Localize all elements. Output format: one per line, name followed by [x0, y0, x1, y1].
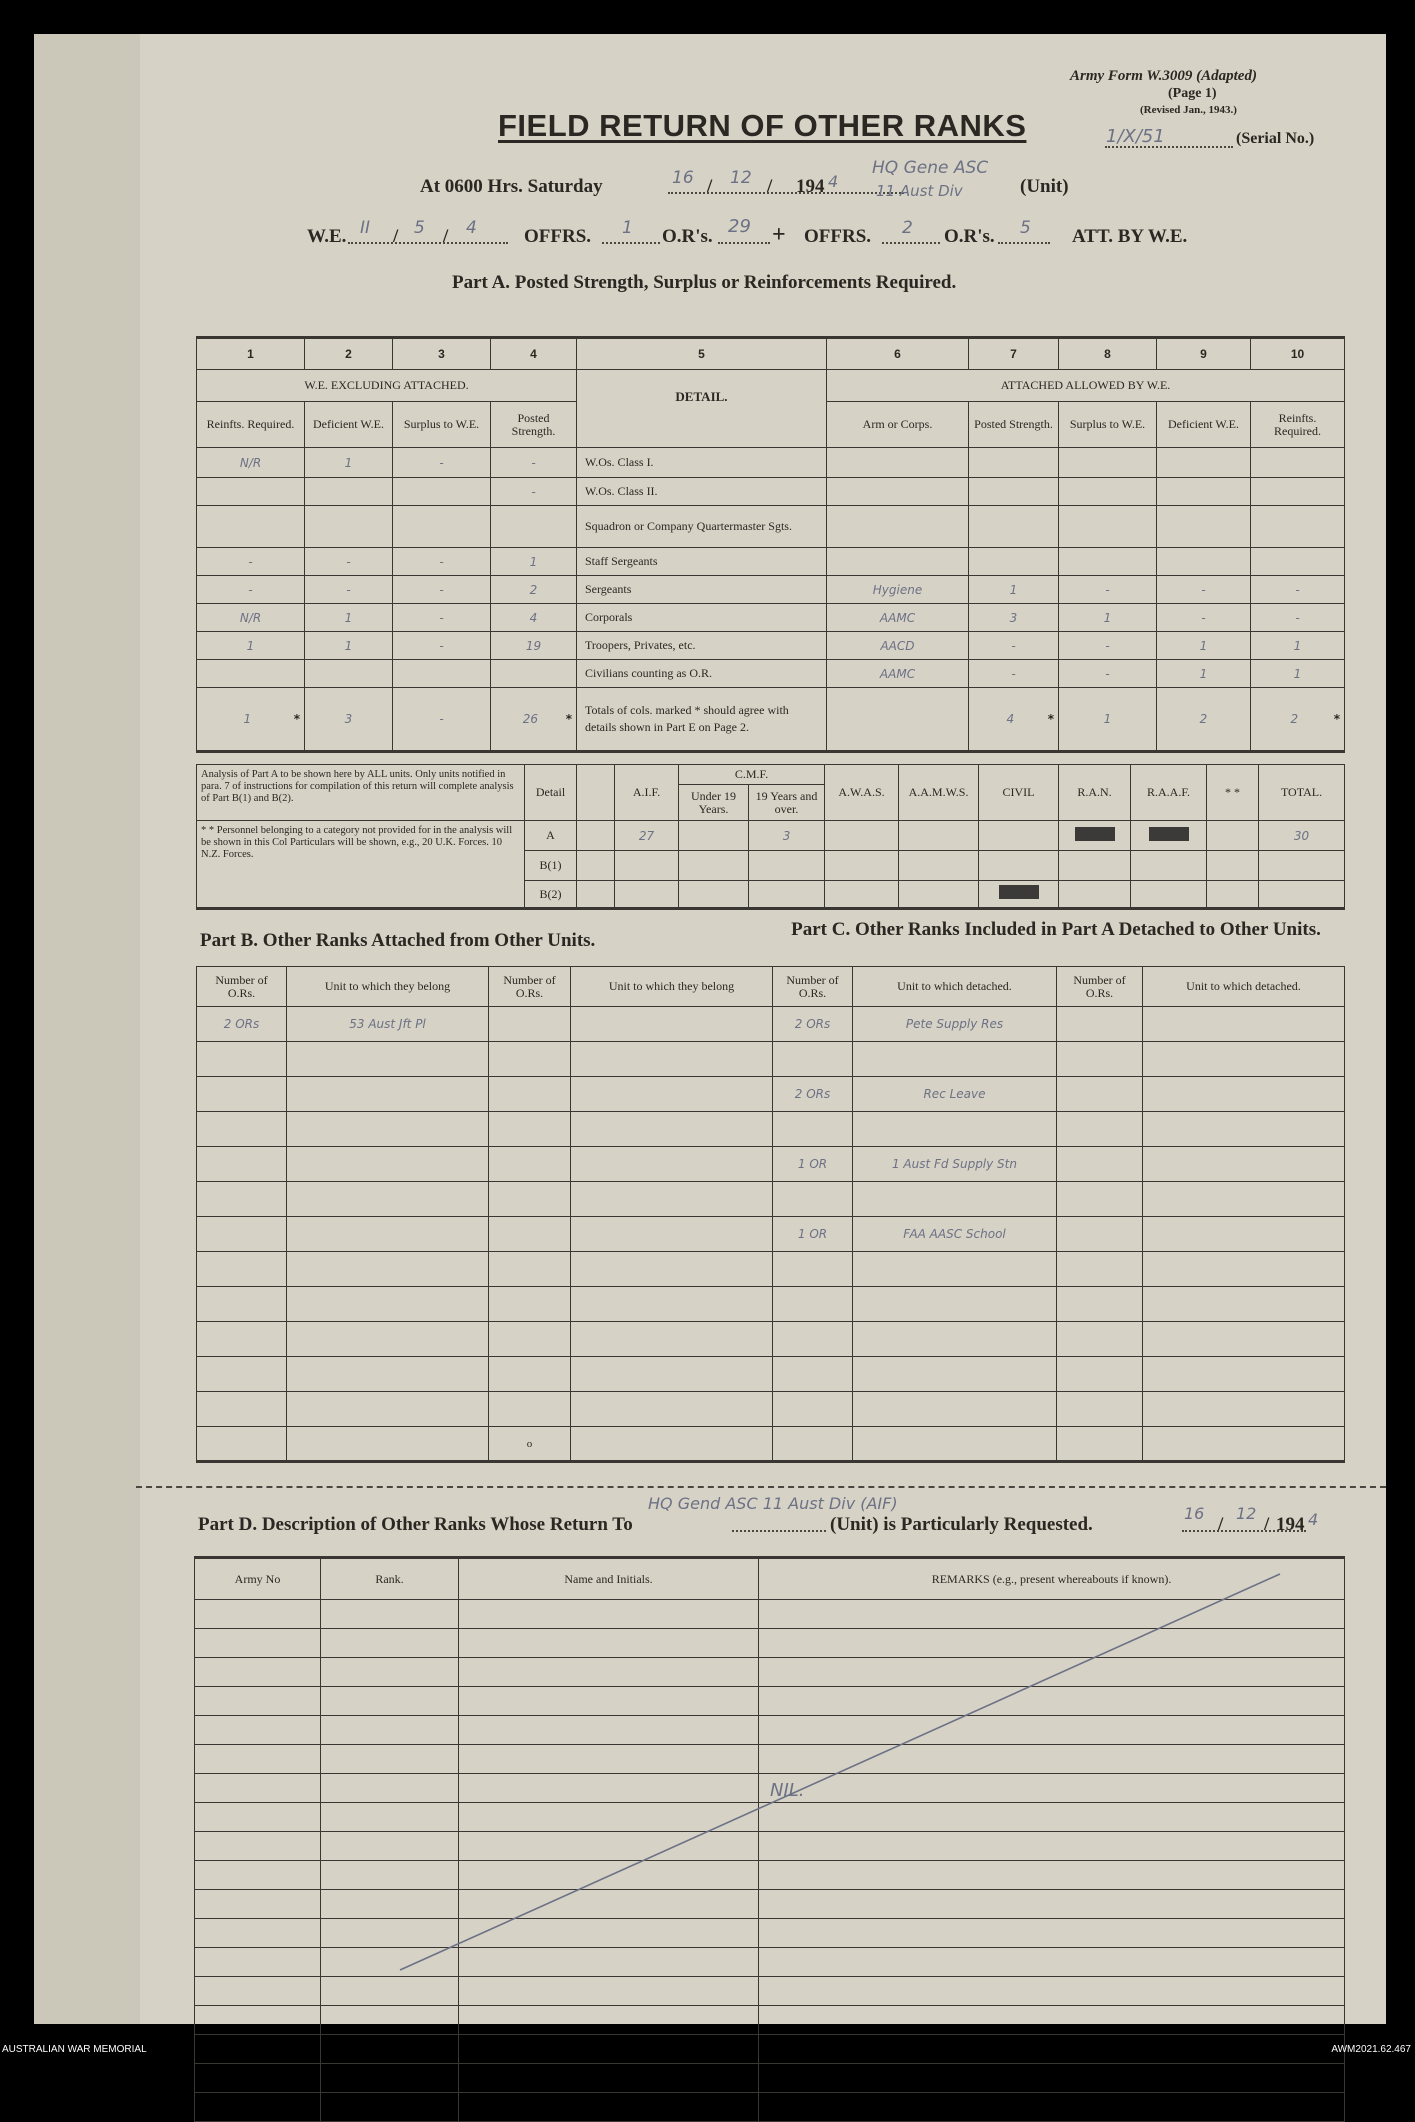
cell-posted-att: [969, 478, 1059, 506]
part-c-title: Part C. Other Ranks Included in Part A Detached to Other Units.: [791, 919, 1321, 940]
cell-surplus: -: [393, 604, 491, 632]
part-d-year-suffix: 4: [1308, 1510, 1319, 1529]
row-detail: Civilians counting as O.R.: [577, 660, 827, 688]
analysis-row-label: A: [525, 821, 577, 851]
cell-posted: -: [491, 448, 577, 478]
we-dots: [348, 242, 508, 244]
cell-deficient: 1: [305, 632, 393, 660]
unit-label: (Unit): [1020, 176, 1069, 197]
cell-arm: Hygiene: [827, 576, 969, 604]
table-row: [197, 632, 1345, 660]
we-3: 4: [466, 218, 477, 238]
part-c-unit: Rec Leave: [853, 1077, 1057, 1112]
part-d-unit-hand: HQ Gend ASC 11 Aust Div (AIF): [648, 1494, 898, 1513]
cell-surplus-att: -: [1059, 660, 1157, 688]
att-label: ATT. BY W.E.: [1072, 226, 1188, 247]
blacked-out-box: [1075, 827, 1115, 841]
table-row: [197, 1042, 1345, 1077]
cell-reinfts: [197, 660, 305, 688]
part-d-rank-header: Rank.: [321, 1558, 459, 1600]
plus-sign: +: [772, 222, 786, 248]
cell-reinfts-att: 1: [1251, 660, 1345, 688]
table-row: [197, 660, 1345, 688]
col-number: 5: [577, 338, 827, 370]
cell-posted-att: 3: [969, 604, 1059, 632]
cell-surplus-att: [1059, 478, 1157, 506]
table-row: [197, 1252, 1345, 1287]
header-posted: Posted Strength.: [491, 402, 577, 448]
table-row: [197, 576, 1345, 604]
unit-hand-2: 11 Aust Div: [876, 182, 963, 200]
analysis-total-value: 30: [1259, 821, 1345, 851]
blacked-out-box: [999, 885, 1039, 899]
group-left-header: W.E. EXCLUDING ATTACHED.: [197, 370, 577, 402]
analysis-note-2: * * Personnel belonging to a category not provided for in the analysis will be shown in this Col Particulars will be shown, e.g., 20 U.K. Forces. 10 N.Z. Forces.: [197, 821, 525, 909]
table-row: [197, 1357, 1345, 1392]
cell-reinfts: [197, 506, 305, 548]
header-arm-corps: Arm or Corps.: [827, 402, 969, 448]
analysis-total: TOTAL.: [1259, 765, 1345, 821]
serial-dots: [1105, 146, 1233, 148]
analysis-starstar: * *: [1207, 765, 1259, 821]
part-c-unit: Pete Supply Res: [853, 1007, 1057, 1042]
table-row: [195, 2093, 1345, 2122]
part-b-unit: 53 Aust Jft Pl: [287, 1007, 489, 1042]
total-deficient-att: 2: [1157, 688, 1251, 752]
cell-surplus: [393, 506, 491, 548]
cell-arm: [827, 548, 969, 576]
star-mark: *: [1047, 712, 1054, 726]
cell-surplus: -: [393, 548, 491, 576]
table-row: [197, 1182, 1345, 1217]
cell-reinfts: 1: [197, 632, 305, 660]
cell-deficient: [305, 506, 393, 548]
cell-deficient-att: -: [1157, 604, 1251, 632]
cell-deficient-att: 1: [1157, 660, 1251, 688]
page-title: FIELD RETURN OF OTHER RANKS: [498, 108, 1027, 143]
cell-posted-att: 1: [969, 576, 1059, 604]
cell-deficient-att: [1157, 548, 1251, 576]
part-d-nil: NIL.: [770, 1780, 805, 1801]
cell-reinfts: -: [197, 548, 305, 576]
cell-posted-att: [969, 448, 1059, 478]
cell-surplus-att: -: [1059, 576, 1157, 604]
date-month: 12: [730, 168, 752, 188]
cell-deficient-att: [1157, 478, 1251, 506]
cell-reinfts-att: [1251, 506, 1345, 548]
analysis-detail-header: Detail: [525, 765, 577, 821]
cell-surplus-att: 1: [1059, 604, 1157, 632]
total-surplus: -: [393, 688, 491, 752]
part-b-num-header: Number of O.Rs.: [489, 967, 571, 1007]
header-posted-att: Posted Strength.: [969, 402, 1059, 448]
part-c-unit: 1 Aust Fd Supply Stn: [853, 1147, 1057, 1182]
analysis-civil: CIVIL: [979, 765, 1059, 821]
col-number: 3: [393, 338, 491, 370]
cell-arm: AAMC: [827, 660, 969, 688]
cell-arm: AAMC: [827, 604, 969, 632]
analysis-row-label: B(1): [525, 851, 577, 881]
table-row: [195, 2035, 1345, 2064]
analysis-table: [196, 764, 1345, 910]
part-c-num: 2 ORs: [773, 1077, 853, 1112]
part-d-year: 194: [1276, 1514, 1305, 1535]
cell-reinfts-att: [1251, 478, 1345, 506]
row-detail: Troopers, Privates, etc.: [577, 632, 827, 660]
part-b-num: 2 ORs: [197, 1007, 287, 1042]
we-1: II: [360, 218, 371, 238]
col-number: 7: [969, 338, 1059, 370]
group-right-header: ATTACHED ALLOWED BY W.E.: [827, 370, 1345, 402]
table-row: [197, 548, 1345, 576]
header-surplus: Surplus to W.E.: [393, 402, 491, 448]
analysis-aamws: A.A.M.W.S.: [899, 765, 979, 821]
total-reinfts: 1: [243, 712, 252, 726]
analysis-awas: A.W.A.S.: [825, 765, 899, 821]
header-deficient: Deficient W.E.: [305, 402, 393, 448]
col-number: 6: [827, 338, 969, 370]
cell-reinfts-att: -: [1251, 576, 1345, 604]
cell-deficient-att: -: [1157, 576, 1251, 604]
date-day: 16: [672, 168, 694, 188]
analysis-under19: Under 19 Years.: [679, 785, 749, 821]
part-b-mark: o: [489, 1427, 571, 1462]
blacked-out-box: [1149, 827, 1189, 841]
row-detail: W.Os. Class II.: [577, 478, 827, 506]
analysis-cmf: C.M.F.: [679, 765, 825, 785]
part-bc-table: [196, 966, 1345, 1463]
row-detail: Sergeants: [577, 576, 827, 604]
col-number: 10: [1251, 338, 1345, 370]
row-detail: Corporals: [577, 604, 827, 632]
analysis-over19-value: 3: [749, 821, 825, 851]
part-c-unit: FAA AASC School: [853, 1217, 1057, 1252]
analysis-raaf: R.A.A.F.: [1131, 765, 1207, 821]
cut-line: [136, 1486, 1386, 1488]
cell-reinfts: N/R: [197, 448, 305, 478]
col-number: 1: [197, 338, 305, 370]
we-2: 5: [414, 218, 425, 238]
analysis-ran: R.A.N.: [1059, 765, 1131, 821]
analysis-row-a: [197, 821, 1345, 851]
footer-right: AWM2021.62.467: [1331, 2044, 1411, 2055]
cell-reinfts-att: [1251, 548, 1345, 576]
table-row: [197, 506, 1345, 548]
underlying-page-edge: [34, 34, 140, 2024]
table-row: [197, 478, 1345, 506]
table-row: [197, 1322, 1345, 1357]
cell-posted-att: [969, 548, 1059, 576]
row-detail: Squadron or Company Quartermaster Sgts.: [577, 506, 827, 548]
cell-arm: AACD: [827, 632, 969, 660]
row-detail: W.Os. Class I.: [577, 448, 827, 478]
cell-deficient-att: [1157, 506, 1251, 548]
col-number: 8: [1059, 338, 1157, 370]
table-row: [197, 1392, 1345, 1427]
year-suffix: 4: [828, 172, 839, 191]
cell-reinfts: [197, 478, 305, 506]
cell-posted: 4: [491, 604, 577, 632]
header-reinfts: Reinfts. Required.: [197, 402, 305, 448]
part-b-title: Part B. Other Ranks Attached from Other Units.: [200, 930, 596, 951]
star-mark: *: [565, 712, 572, 726]
part-c-num-header: Number of O.Rs.: [1057, 967, 1143, 1007]
part-d-army-header: Army No: [195, 1558, 321, 1600]
total-posted-att: 4: [1006, 712, 1015, 726]
part-d-remarks-header: REMARKS (e.g., present whereabouts if known).: [759, 1558, 1345, 1600]
cell-posted: [491, 506, 577, 548]
date-dots: [668, 192, 904, 194]
totals-detail: Totals of cols. marked * should agree with details shown in Part E on Page 2.: [577, 688, 827, 752]
analysis-aif-value: 27: [615, 821, 679, 851]
att-offrs-dots: [882, 242, 940, 244]
part-c-num: 1 OR: [773, 1147, 853, 1182]
star-mark: *: [293, 712, 300, 726]
cell-deficient: [305, 660, 393, 688]
cell-surplus-att: -: [1059, 632, 1157, 660]
part-a-title: Part A. Posted Strength, Surplus or Reinforcements Required.: [452, 272, 957, 293]
total-deficient: 3: [305, 688, 393, 752]
ors-label: O.R's.: [662, 226, 713, 247]
analysis-aif: A.I.F.: [615, 765, 679, 821]
part-d-title-1: Part D. Description of Other Ranks Whose Return To: [198, 1514, 633, 1535]
serial-value: 1/X/51: [1106, 126, 1165, 147]
unit-hand-1: HQ Gene ASC: [872, 158, 989, 178]
cell-posted-att: [969, 506, 1059, 548]
part-d-title-2: (Unit) is Particularly Requested.: [830, 1514, 1093, 1535]
total-reinfts-att: 2: [1290, 712, 1299, 726]
cell-posted: [491, 660, 577, 688]
cell-deficient-att: [1157, 448, 1251, 478]
cell-reinfts-att: [1251, 448, 1345, 478]
att-offrs-value: 2: [902, 218, 913, 238]
analysis-over19: 19 Years and over.: [749, 785, 825, 821]
cell-surplus-att: [1059, 548, 1157, 576]
cell-reinfts: -: [197, 576, 305, 604]
part-b-num-header: Number of O.Rs.: [197, 967, 287, 1007]
we-label: W.E.: [307, 226, 347, 247]
footer-left: AUSTRALIAN WAR MEMORIAL: [2, 2044, 147, 2055]
cell-deficient: 1: [305, 604, 393, 632]
part-d-month: 12: [1236, 1504, 1257, 1523]
star-mark: *: [1333, 712, 1340, 726]
offrs-value: 1: [622, 218, 633, 238]
part-b-unit-header: Unit to which they belong: [571, 967, 773, 1007]
part-c-unit-header: Unit to which detached.: [1143, 967, 1345, 1007]
total-posted: 26: [522, 712, 538, 726]
ors-value: 29: [728, 216, 751, 237]
part-c-unit-header: Unit to which detached.: [853, 967, 1057, 1007]
cell-reinfts-att: -: [1251, 604, 1345, 632]
nil-strike-line: [194, 1560, 1344, 2000]
cell-posted: 2: [491, 576, 577, 604]
analysis-note-1: Analysis of Part A to be shown here by ALL units. Only units notified in para. 7 of instructions for compilation of this return will complete analysis of Part B(1) and B(2).: [197, 765, 525, 821]
cell-deficient: -: [305, 548, 393, 576]
offrs-dots: [602, 242, 660, 244]
at-label: At 0600 Hrs. Saturday: [420, 176, 603, 197]
year-prefix: 194: [796, 176, 825, 197]
cell-surplus-att: [1059, 506, 1157, 548]
table-row: [197, 1077, 1345, 1112]
part-a-table: [196, 336, 1345, 753]
cell-posted-att: -: [969, 632, 1059, 660]
cell-surplus: [393, 660, 491, 688]
cell-deficient: [305, 478, 393, 506]
part-d-name-header: Name and Initials.: [459, 1558, 759, 1600]
cell-surplus: -: [393, 576, 491, 604]
header-reinfts-att: Reinfts. Required.: [1251, 402, 1345, 448]
table-row: [197, 1112, 1345, 1147]
att-ors-label: O.R's.: [944, 226, 995, 247]
cell-posted: 19: [491, 632, 577, 660]
table-row: [197, 1147, 1345, 1182]
table-row: [197, 604, 1345, 632]
cell-deficient: -: [305, 576, 393, 604]
cell-posted: -: [491, 478, 577, 506]
part-c-num-header: Number of O.Rs.: [773, 967, 853, 1007]
cell-reinfts-att: 1: [1251, 632, 1345, 660]
table-row: [197, 1007, 1345, 1042]
ors-dots: [718, 242, 770, 244]
table-row: [195, 2006, 1345, 2035]
cell-arm: [827, 448, 969, 478]
table-row: [197, 1217, 1345, 1252]
part-d-unit-dots: [732, 1530, 826, 1532]
col-number: 4: [491, 338, 577, 370]
cell-deficient-att: 1: [1157, 632, 1251, 660]
cell-surplus: [393, 478, 491, 506]
total-surplus-att: 1: [1059, 688, 1157, 752]
cell-surplus: -: [393, 448, 491, 478]
att-ors-dots: [998, 242, 1050, 244]
header-surplus-att: Surplus to W.E.: [1059, 402, 1157, 448]
part-b-unit-header: Unit to which they belong: [287, 967, 489, 1007]
table-row: [197, 1287, 1345, 1322]
table-row: [197, 448, 1345, 478]
table-row: [197, 1427, 1345, 1462]
cell-posted-att: -: [969, 660, 1059, 688]
cell-arm: [827, 506, 969, 548]
offrs-label: OFFRS.: [524, 226, 592, 247]
cell-posted: 1: [491, 548, 577, 576]
cell-surplus-att: [1059, 448, 1157, 478]
cell-deficient: 1: [305, 448, 393, 478]
part-d-day: 16: [1184, 1504, 1205, 1523]
row-detail: Staff Sergeants: [577, 548, 827, 576]
att-offrs-label: OFFRS.: [804, 226, 872, 247]
cell-reinfts: N/R: [197, 604, 305, 632]
cell-arm: [827, 478, 969, 506]
totals-row: [197, 688, 1345, 752]
analysis-row-label: B(2): [525, 881, 577, 909]
col-number: 2: [305, 338, 393, 370]
form-revised: (Revised Jan., 1943.): [1140, 104, 1237, 116]
detail-header: DETAIL.: [577, 370, 827, 448]
col-number: 9: [1157, 338, 1251, 370]
part-c-num: 1 OR: [773, 1217, 853, 1252]
header-deficient-att: Deficient W.E.: [1157, 402, 1251, 448]
table-row: [195, 2064, 1345, 2093]
att-ors-value: 5: [1020, 218, 1031, 238]
form-page: (Page 1): [1168, 86, 1217, 101]
part-c-num: 2 ORs: [773, 1007, 853, 1042]
serial-label: (Serial No.): [1236, 130, 1315, 147]
cell-surplus: -: [393, 632, 491, 660]
form-name: Army Form W.3009 (Adapted): [1070, 68, 1257, 84]
